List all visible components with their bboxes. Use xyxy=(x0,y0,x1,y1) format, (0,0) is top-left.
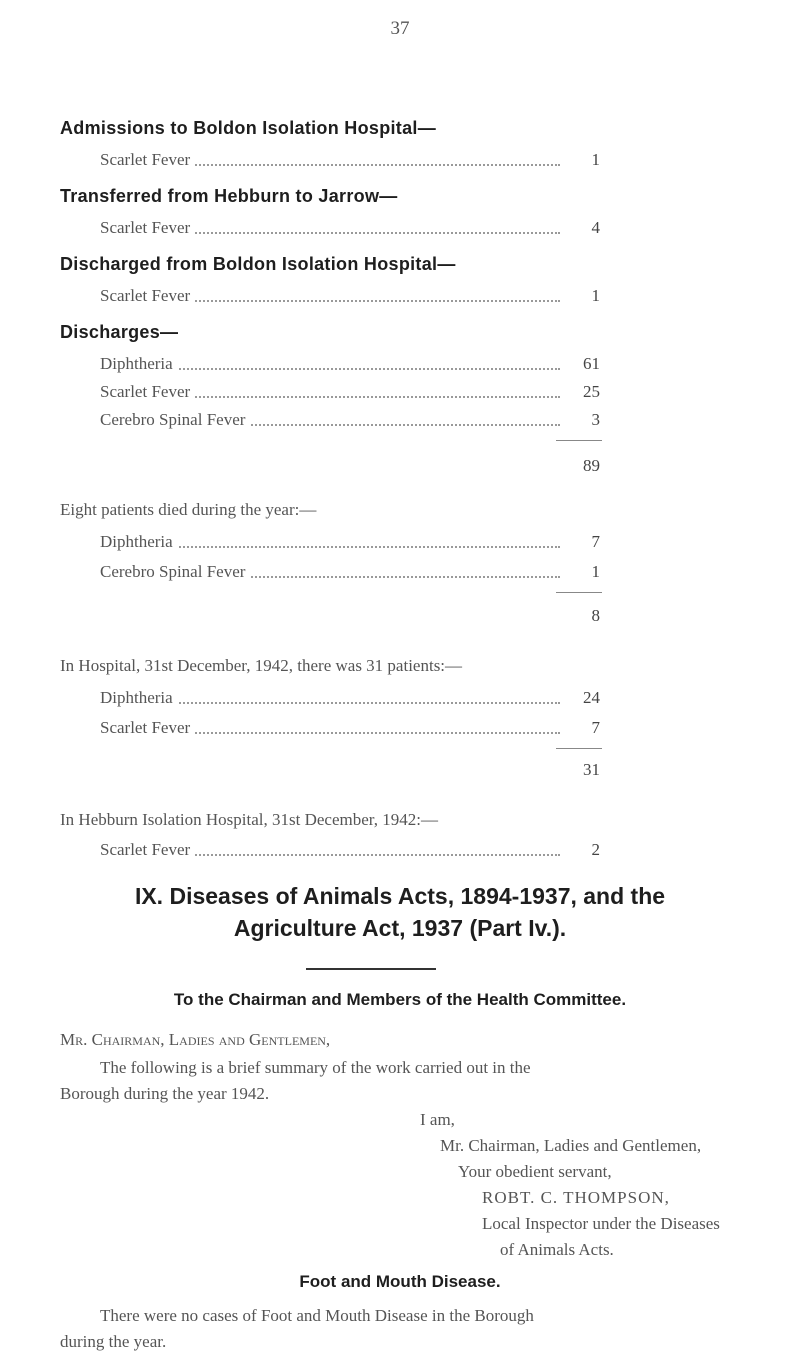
hebburn-intro: In Hebburn Isolation Hospital, 31st December, 1942:— xyxy=(60,810,438,829)
deaths-total: 8 xyxy=(591,606,600,625)
section-divider xyxy=(306,968,436,970)
table-row xyxy=(0,840,800,864)
page-number: 37 xyxy=(390,18,410,39)
admissions-heading: Admissions to Boldon Isolation Hospital— xyxy=(60,118,437,138)
in-hospital-intro: In Hospital, 31st December, 1942, there was 31 patients:— xyxy=(60,656,463,675)
table-row xyxy=(0,218,800,242)
table-row xyxy=(0,382,800,406)
foot-mouth-body: during the year. xyxy=(60,1332,167,1351)
total-rule xyxy=(556,592,602,593)
row-value: 2 xyxy=(591,840,600,859)
table-row xyxy=(0,286,800,310)
row-value: 1 xyxy=(591,286,600,305)
addressee: To the Chairman and Members of the Health Committee. xyxy=(173,990,627,1009)
row-value: 1 xyxy=(591,150,600,169)
transferred-heading: Transferred from Hebburn to Jarrow— xyxy=(60,186,398,206)
row-label: Diphtheria xyxy=(100,532,177,552)
row-label: Diphtheria xyxy=(100,688,177,708)
row-value: 25 xyxy=(583,382,600,401)
row-label: Scarlet Fever xyxy=(100,382,194,402)
in-hospital-total: 31 xyxy=(583,760,600,779)
body-line: The following is a brief summary of the work carried out in the xyxy=(100,1058,531,1077)
section-title-line1: IX. Diseases of Animals Acts, 1894-1937, and the xyxy=(134,883,666,909)
table-row xyxy=(0,532,800,556)
closing-line: Your obedient servant, xyxy=(458,1162,612,1181)
discharges-total: 89 xyxy=(583,456,600,475)
discharges-heading: Discharges— xyxy=(60,322,179,342)
row-label: Cerebro Spinal Fever xyxy=(100,410,249,430)
row-label: Scarlet Fever xyxy=(100,718,194,738)
closing-line: Mr. Chairman, Ladies and Gentlemen, xyxy=(440,1136,702,1155)
table-row xyxy=(0,688,800,712)
row-value: 1 xyxy=(591,562,600,581)
table-row xyxy=(0,562,800,586)
table-row xyxy=(0,410,800,434)
section-title-line2: Agriculture Act, 1937 (Part Iv.). xyxy=(233,915,567,941)
table-row xyxy=(0,718,800,742)
discharged-heading: Discharged from Boldon Isolation Hospital— xyxy=(60,254,456,274)
salutation: Mr. Chairman, Ladies and Gentlemen, xyxy=(60,1030,331,1049)
table-row xyxy=(0,150,800,174)
total-rule xyxy=(556,440,602,441)
row-value: 7 xyxy=(591,532,600,551)
row-label: Scarlet Fever xyxy=(100,150,194,170)
row-value: 24 xyxy=(583,688,600,707)
body-line: Borough during the year 1942. xyxy=(60,1084,270,1103)
row-value: 3 xyxy=(591,410,600,429)
row-label: Scarlet Fever xyxy=(100,840,194,860)
deaths-intro: Eight patients died during the year:— xyxy=(60,500,317,519)
closing-line: Local Inspector under the Diseases xyxy=(482,1214,720,1233)
row-label: Scarlet Fever xyxy=(100,218,194,238)
foot-mouth-heading: Foot and Mouth Disease. xyxy=(299,1272,501,1291)
closing-line: I am, xyxy=(420,1110,455,1129)
row-value: 7 xyxy=(591,718,600,737)
row-label: Cerebro Spinal Fever xyxy=(100,562,249,582)
row-value: 61 xyxy=(583,354,600,373)
signatory-name: ROBT. C. THOMPSON, xyxy=(482,1188,670,1207)
total-rule xyxy=(556,748,602,749)
row-label: Scarlet Fever xyxy=(100,286,194,306)
row-value: 4 xyxy=(591,218,600,237)
table-row xyxy=(0,354,800,378)
closing-line: of Animals Acts. xyxy=(500,1240,614,1259)
foot-mouth-body: There were no cases of Foot and Mouth Disease in the Borough xyxy=(100,1306,534,1325)
row-label: Diphtheria xyxy=(100,354,177,374)
